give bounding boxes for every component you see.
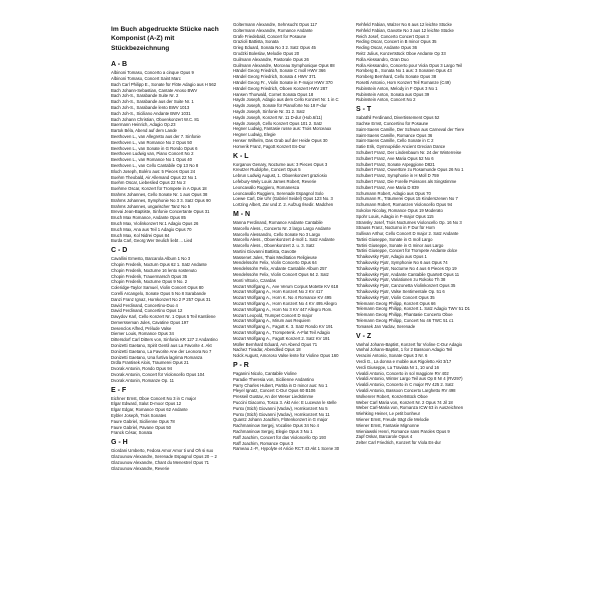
list-item: Coleridge-Taylor Samuel, Violin Concert Opus 80	[111, 285, 204, 291]
list-item: Verdi G., La donna e mobile aus Rigoletto Akt 3/17	[356, 359, 452, 365]
list-item: Goltermann Alexandre, Sehnsucht Opus 117	[233, 22, 318, 27]
list-item: Elgar Edward, Salut D-moor Opus 12	[111, 401, 182, 407]
list-item: Baermann Heinrich, Adagio Op.23	[111, 122, 176, 128]
list-item: Tchaikovsky Pjotr, Variationen zu Rokoko Th 38	[356, 277, 446, 283]
list-item: Bartok Béla, Abend auf dem Lande	[111, 128, 177, 134]
list-item: Dvorak Antonin, Romanze Op. 11	[111, 377, 174, 383]
list-item: Hegner Ludwig, Fantasie russe aus: Trois Morceaux	[233, 126, 332, 132]
list-item: Sokolov Nicolay, Romance Opus 19 Moderato	[356, 207, 443, 213]
list-item: Lebrun Ludwig August, 1. Oboenkonzert graziosio	[233, 173, 328, 179]
section-heading: M - N	[233, 210, 251, 218]
list-item: Nachez Tivadar, Abendlied Opus 18	[233, 347, 301, 353]
list-item: Tchaikovsky Pjotr, Nocturne No 4 aus 6 Pieces Op 19	[356, 265, 457, 271]
list-item: Wolkenrer Robert, Konzertstück Oboe	[356, 393, 428, 399]
list-item: Lefebury-Wely Louis James Robert, Reverie	[233, 178, 317, 184]
list-item: Marcello Aless., Concerto Nr. 2 largo Largo Andante	[233, 225, 331, 231]
list-item: Bruch Max Romance, Andante Opus 85	[111, 215, 186, 221]
list-item: Beethoven L., van Romance No 1 Opus 40	[111, 157, 193, 163]
list-item: Donizetti Gaetano, La Favorite Ane der Leonora No 7	[111, 348, 212, 354]
list-item: Lortzing Albert, Zar und Z. 2. Aufzug Ilsedir. Madchen	[233, 202, 334, 208]
page-title-line: Im Buch abgedruckte Stücke nach	[111, 26, 219, 33]
list-item: Haydn Joseph, Sonate für Pianoforte No 18 F-dur	[233, 103, 327, 109]
list-item: Puccini Giacomo, Tosca 3. Akt Arie: E Lucevan le stelle	[233, 400, 337, 406]
list-item: Vivaldi Antonio, Bassoon Concerto Larghetto RV 498	[356, 388, 456, 394]
list-item: Satie Erik, Gymnopédie Ancient Grecian Dance	[356, 144, 446, 150]
list-item: Mozart Wolfgang A., Trompetenk. A-Flat Teil Adagio	[233, 330, 330, 336]
list-item: Bruch Max, Kol Nidrei Opus 84	[111, 232, 170, 238]
section-heading: E - F	[111, 386, 127, 394]
list-item: Beethoven Ludwig van, Piano Concert No 2	[111, 151, 194, 157]
list-item: Mendelssohn Felix, Violin Concerto Opus 64	[233, 260, 317, 266]
section-heading: V - Z	[356, 332, 372, 340]
section-heading: P - R	[233, 362, 249, 370]
list-item: Händel Georg Friedrich, Oboen Konzert HWV 287	[233, 85, 328, 91]
list-item: Grodzki Boleslav, Melodie Opus 20	[233, 50, 300, 56]
list-item: Schumann Robert, Adagio aus Opus 70	[356, 190, 431, 196]
list-item: Mozart Wolfgang A., Horn Konzert No 4 KV 495 Allegro	[233, 301, 337, 307]
list-item: Brahms Johannes, Symphonie No 3 3. Satz Opus 90	[111, 197, 211, 203]
list-item: Rolla Alessandro, Concerto pour Viola Opus 3 Largo Teil	[356, 62, 463, 68]
list-item: Haydn Joseph, Adagio aus dem Cello Konzert Nr. 1 in C	[233, 97, 339, 103]
list-item: Telemann Georg Philipp, Konzert Opus 66	[356, 300, 436, 306]
list-item: Schubert Franz, Ave Maria Opus 52 No 6	[356, 155, 434, 161]
list-item: Vivaldi Antonio, Winter Largo Teil aus Op 8 Nr 4 (RV297)	[356, 376, 463, 382]
list-item: Albinoni Tomaso, Concert Saint Marc	[111, 76, 181, 82]
list-item: Elgar Edgar, Romance Opus 62 Andante	[111, 407, 188, 413]
list-item: Chopin Frederik, Trauermarsch Opus 35	[111, 273, 188, 279]
list-item: Sachse Ernst, Concertino für Posaune	[356, 120, 429, 126]
list-item: Schubert Franz, Ouvertüre zu Rosamunde Opus 26 No 1	[356, 167, 464, 173]
list-item: Mozart Wolfgang A., Horn Konzert No 2 KV 417	[233, 289, 323, 295]
list-item: Demersseman Jules, Cavatine Opus 197	[111, 319, 189, 325]
list-item: Paganini Nicolo, Cantabile Violine	[233, 371, 297, 377]
list-item: Sullivan Arthur, Cello Concert D major 2. Satz Andante	[356, 231, 459, 237]
list-item: Massenet Jules, Thais Meditation Religieuse	[233, 254, 318, 260]
list-item: Tartini Giuseppe, Sonate in G moll Largo	[356, 236, 433, 242]
list-item: Schubert Franz, Die Forelle Poissons als Singstimme	[356, 178, 457, 184]
list-item: Mozart Wolfgang A., Fagott K. 3. Satz Rondo KV 191	[233, 324, 333, 330]
list-item: Parry Charles Hubert, Partita in D minor aus: No 1	[233, 382, 328, 388]
list-item: Tartini Giuseppe, Concert für Trompete Andante dolce	[356, 248, 458, 254]
list-item: Bach Johann-Sebastian, Cantate Anoso BWV	[111, 87, 198, 93]
list-item: Donizetti Gaetano, Una furtiva lagrima Romanza	[111, 354, 203, 360]
list-item: Verdi Giuseppe, La Traviata Nr 1, 10 und 16	[356, 364, 439, 370]
list-item: Weber Carl Maria von, Konzert Nr. 2 Opus 74 Jil 18	[356, 399, 453, 405]
list-item: Raff Joachim, Concert für das Violoncello Op 193	[233, 434, 326, 440]
list-item: Presseil Gustav, An der Weser Liedstimme	[233, 394, 314, 400]
page-title-line: Komponist (A-Z) mit	[111, 35, 175, 43]
list-item: Marcello Aless., Oboenkonzert 2. u. 3. Satz	[233, 243, 315, 249]
list-item: Boehm Oscar, Liebeslied Opus 22 No 2	[111, 180, 186, 186]
list-item: Schumann Robert, Romanzen Violoncello Opus 94	[356, 202, 453, 208]
list-item: Reding Oscar, Andante Opus 36	[356, 45, 417, 51]
list-item: Müller Bernhard Eduard, Am Abend Opus 71	[233, 341, 318, 347]
list-item: Mendelssohn Felix, Andante Cantabile Album 257	[233, 266, 327, 272]
list-item: Henser Wilhelm, Das Grab auf der Heide Opus 30	[233, 137, 328, 143]
list-item: Spohr Louis, Adagio in F-major Opus 115	[356, 213, 434, 219]
list-item: Mozart Wolfgang A., Mirum aus Requiem	[233, 318, 311, 324]
list-item: Faure Gabriel, Sicilienne Opus 78	[111, 418, 175, 424]
list-item: Händel Georg Fr., Violin Sonate in F-major HWV 370	[233, 79, 333, 85]
list-item: Glazounow Alexandre, Reverie	[111, 465, 170, 471]
list-item: Wiehking Heiner, Le petit bonheur	[356, 411, 421, 417]
list-item: Telemann Georg Philipp, Phantasie Concerto Oboe	[356, 312, 453, 318]
list-item: Eichner Ernst, Oboe Concert No 3 in C major	[111, 395, 197, 401]
list-item: Veracini Antonio, Sonate Opus 3 Nr. 6	[356, 353, 428, 359]
list-item: Händel Georg Friedrich, Sonata 4 HWV 371	[233, 74, 316, 80]
list-item: Tartini Giuseppe, Sonate in G minor aus Largo	[356, 242, 444, 248]
section-heading: A - B	[111, 61, 128, 69]
list-item: Telemann Georg Philipp, Konzert 1. Satz Adagio TWV 51 D1	[356, 306, 471, 312]
list-item: Dvorak Antonin, Rondo Opus 94	[111, 366, 172, 372]
list-item: Bach Carl Philipp E., Sonate für Flöte Adagio aus H 562	[111, 81, 217, 87]
list-item: Haydn Joseph, Konzert Nr. 11 D-dur (Hob.6/11)	[233, 114, 323, 120]
list-item: Stransky Josef, Trois Nocturnes Violoncello Op. 16 No 3	[356, 219, 462, 225]
list-item: David Ferdinand, Concertino-Duo 4	[111, 302, 178, 308]
list-item: Schumann R., Träumerei Opus 15 Kinderszenen No 7	[356, 196, 458, 202]
list-item: Tomasek Jan Vaclav, Serenade	[356, 323, 416, 329]
list-item: Eybler Joseph, Trois Sonates	[111, 413, 167, 419]
list-item: Schubert Franz, Symphonie in H Moll D 759	[356, 173, 439, 179]
list-item: Guilmann Alexandre, Pastorale Opus 26	[233, 56, 309, 62]
list-item: Reich Josef, Concerto Concert Opus 3	[356, 33, 429, 39]
list-item: Bach Joh-S., Sarabande Suite Nr. 2	[111, 93, 179, 99]
list-item: Tchaikovsky Pjotr, Symphonie No 6 aus Opus 74	[356, 260, 448, 266]
section-heading: S - T	[356, 106, 372, 114]
list-item: Zelter Carl Friedrich, Konzert für Viola Es-dur	[356, 440, 441, 446]
list-item: Chopin Frederik, Nocturn Opus 62 1. Satz Andante	[111, 261, 207, 267]
list-item: Rameau J.-P., Hypolyte et Aricie RCT 43 Akt 1 Scene 30	[233, 446, 340, 452]
list-item: Händel Georg Friedrich, Sonate C moll HWV 366	[233, 68, 326, 74]
list-item: David Ferdinand, Concertino Opus 12	[111, 308, 183, 314]
list-item: Glazounow Alexandre, Serenade Espagnol Opus 20 -- 2	[111, 454, 217, 460]
list-item: Raff Joachim, Romance Opus 3	[233, 440, 294, 446]
list-item: Saint-Saens Camille, Cello Sonate in C 2	[356, 138, 434, 144]
list-item: Tchaikovsky Pjotr, Violin Concert Opus 35	[356, 294, 435, 300]
list-item: Tchaikovsky Pjotr, Canzonetta Violinkonzert Opus 35	[356, 283, 456, 289]
column-1	[111, 22, 233, 471]
column-3	[356, 22, 478, 446]
list-item: Haydn Joseph, Cello Konzert Opus 101 2. Satz	[233, 120, 323, 126]
list-item: Wieniawski Henri, Romance sans Paroles Opus 9	[356, 428, 450, 434]
list-item: Davydov Karl, Cello Konzert Nr. 1 Opus 5 Teil Kantilene	[111, 314, 216, 320]
list-item: Faure Gabriel, Pavane Opus 50	[111, 424, 172, 430]
list-item: Grazioli Battista, Sonata	[233, 39, 279, 45]
list-item: Manna Ferdinand, Romance Andante Cantabile	[233, 219, 323, 225]
list-item: Corelli Arcangelo, Sonate Opus 5 No 8 Sarabande	[111, 290, 206, 296]
list-item: Bach Joh-S., Siciliano Andante BWV 1031	[111, 110, 191, 116]
section-heading: C - D	[111, 247, 128, 255]
list-item: Beethoven L., van Sonate in G Rondo Opus 6	[111, 145, 198, 151]
list-item: Grieg Eduard, Sonata No 3 2. Satz Opus 45	[233, 45, 316, 51]
list-item: Beethoven L., van Romance No 2 Opus 50	[111, 139, 193, 145]
list-item: Sabathil Ferdinand, Divertissement Opus 52	[356, 115, 440, 121]
list-item: Vivaldi Antonio, Concerto in sol maggiore RV 402	[356, 370, 449, 376]
list-item: Rubinstein Anton, Sonata aus Opus 39	[356, 91, 430, 97]
list-item: Chopin Frederik, Nocturne Opus 9 No. 2	[111, 279, 188, 285]
list-item: Albinoni Tomaso, Concerto a cinque Opus 9	[111, 70, 194, 76]
list-item: Vanhal Johann-Baptist, Konzert für Violine C-Dur Adagio	[356, 341, 463, 347]
list-item: Homerik Franz, Fagott Konzert Es-Dur	[233, 143, 306, 149]
list-item: Quantz Johann Joachim, Flötenkonzert in G major	[233, 417, 328, 423]
list-item: Grafe Friedebald, Concert for Posaune	[233, 33, 307, 39]
list-item: Beethoven L., van Allegretto aus der 7. Sinfonie	[111, 133, 201, 139]
list-item: Giordani Umberto, Fedora Amor Amor ti und Oh si suo	[111, 448, 214, 454]
list-item: Rolla Alessandro, Gran Duo	[356, 56, 409, 62]
list-item: Rubinstein Anton, Concert No 2	[356, 97, 416, 103]
list-item: Franck César, Sonata	[111, 430, 153, 436]
list-item: Bruch Max, Violinkonzert Nr.1 Adagio Opus 26	[111, 220, 199, 226]
list-item: Mozart Wolfgang A., Horn No 3 KV 447 Allegro Rom.	[233, 306, 333, 312]
list-item: Reding Oscar, Concert in B minor Opus 35	[356, 39, 437, 45]
list-item: Leoncavallo Ruggiero, Romanesca	[233, 184, 300, 190]
list-item: Punto (Stich) Giovanni (Vaclav), Hornkonzert No 5	[233, 405, 328, 411]
list-item: Nolck August, Amoroso Valse lente für Violine Opus 160	[233, 353, 339, 359]
list-item: Mendelssohn Felix, Violin Concert Opus 64 2. Satz	[233, 272, 329, 278]
list-item: Weber Carl-Maria von, Romanza ICW 63 in Auszeichnen	[356, 405, 464, 411]
list-item: Bloch Joseph, Boléro aus: 5 Pieces Opus 24	[111, 168, 196, 174]
list-item: Wiener Ernst, Fantasie Mignonne	[356, 422, 420, 428]
list-item: Marcello Aless., Oboenkonzert d-moll 1. Satz Andante	[233, 237, 335, 243]
list-item: Bach Johann Christian, Oboenkonzert W.C. 81	[111, 116, 200, 122]
list-item: Schubert Franz, Sonate Arpeggione D821	[356, 161, 435, 167]
section-heading: G - H	[111, 439, 128, 447]
list-item: Diemer Louis, Romance Opus 34	[111, 331, 174, 337]
list-item: Rehfeld Fabian, Gavotte No 3 aus 12 leichte Stücke	[356, 27, 454, 33]
list-item: Tchaikovsky Pjotr, Adagio aus Opus 1	[356, 254, 427, 260]
list-item: Glazounow Alexandre, Chant du Menestrel Opus 71	[111, 459, 210, 465]
list-item: Monti Vittorio, Czardas	[233, 277, 276, 283]
list-item: Beethoven L., van Cello Cantabile Op 13 No 8	[111, 162, 199, 168]
list-item: Boehme Oscar, Konzert für Trompete in A Opus 18	[111, 186, 207, 192]
list-item: Zapf Oskar, Barcarole Opus 4	[356, 434, 413, 440]
list-item: Guilmann Alexandre, Morceau Symphonique Opus 88	[233, 62, 335, 68]
list-item: Wiener Ernst, Freude trägt die Melodie	[356, 417, 429, 422]
list-item: Brahms Johannes, ungarischer Tanz No 5	[111, 203, 191, 209]
list-item: Romberg B., Sonata No 1 aus: 3 Sonaten Opus 43	[356, 68, 452, 74]
list-item: Hansen Thorwald, Cornet Sonata Opus 18	[233, 91, 314, 97]
list-item: Schubert Franz, Der Lindenbaum Nr. 24 der Winterreise	[356, 149, 462, 155]
list-item: Bruch Max, Ana aus Teil 1 Adagio Opus 70	[111, 226, 192, 232]
list-item: Leoncavallo Ruggiero, Serenade Espagnol Solo	[233, 190, 324, 196]
list-item: Paradie Theresia von, Sicilienne Andantino	[233, 376, 314, 382]
list-item: Haydn Joseph, Sinfonie Nr. 31 2. Satz	[233, 108, 305, 114]
list-item: Rachmaninow Sergej, Vocalise Opus 34 No 4	[233, 423, 319, 429]
list-item: Donizetti Gaetano, Spirit Gentil aus La Favorite 4. Akt	[111, 343, 212, 349]
list-item: Mozart Wolfgang A., Horn K. No 4 Romance KV 495	[233, 295, 332, 301]
list-item: Burda Carl, Georg Wer treulich liebt ... Lied	[111, 238, 193, 244]
list-item: Strauss Franz, Nocturno in F Dur für Horn	[356, 225, 435, 231]
list-item: Brevai Jean-Baptiste, Sinfonie Concertante Opus 31	[111, 209, 210, 215]
list-item: Drdla Frantisek Alois, Traumerei Opus 21	[111, 360, 189, 366]
list-item: Danzi Franz Ignaz, Hornkonzert No 2 P 257 Opus 31	[111, 296, 211, 302]
list-item: Rachmaninow Sergej, Elegie Opus 3 No 1	[233, 429, 313, 434]
list-item: Bach Joh-S., Sarabande aus der Suite Nr. 1	[111, 99, 194, 105]
page-title-line: Stückbezeichnung	[111, 44, 170, 52]
list-item: Brahms Johannes, Cello Sonate Nr. 1 aus Opus 38	[111, 191, 208, 197]
page-title	[111, 25, 233, 53]
list-item: Chopin Frederik, Nocturne 16 lento sostenuto	[111, 267, 197, 273]
list-item: Punto (Stich) Giovanni (Vaclav), Hornkonzert No 11	[233, 411, 330, 417]
list-item: Pleyel Ignatz, Concert C-Dur Opus 60 B106	[233, 388, 316, 394]
list-item: Korganov Genary, Nocturne aus: 3 Pieces Opus 3	[233, 161, 328, 167]
list-item: Saint-Saens Camille, Der Schwan aus Carneval der Tiere	[356, 126, 465, 132]
list-item: Telemann Georg Philipp, Concert No 46 TWC 51 c1	[356, 318, 454, 324]
list-item: Loewe Carl, Die Uhr (Gabriel Seidel) Opus 123 No. 3	[233, 196, 333, 202]
list-item: Hegner Ludwig, Elegie	[233, 132, 276, 138]
list-item: Cavallini Ernesto, Barcarola Album 1 No 3	[111, 256, 191, 262]
list-item: Vivaldi Antonio, Concerto in C major RV 425 2. Satz	[356, 382, 454, 388]
column-2	[233, 22, 355, 452]
list-item: Rehfeld Fabian, Walzer No 6 aus 12 leichte Stücke	[356, 22, 452, 27]
list-item: Mozart Wolfgang A., Fagott Konzert 2. Satz KV 191	[233, 335, 330, 341]
list-item: Schubert Franz, Ave Maria D 839	[356, 184, 419, 190]
list-item: Tchaikovsky Pjotr, Andante Cantabile Quartett Opus 11	[356, 271, 460, 277]
list-item: Saint-Saens Camille, Romance Opus 36	[356, 132, 433, 138]
list-item: Desenclos Alfred, Prélude Valse	[111, 325, 172, 331]
list-item: Dittersdorf Carl Ditters von, Sinfonia KR 127 2 Andantino	[111, 337, 218, 343]
list-item: Tchaikovsky Pjotr, Valse Sentimentale Op. 51 6	[356, 289, 445, 295]
list-item: Goltermann Alexandre, Romance Andante	[233, 27, 313, 33]
list-item: Mozart Wolfgang A., Ave Verum Corpus Motette KV 618	[233, 283, 339, 289]
list-item: Rubinstein Anton, Melody in F Opus 3 No 1	[356, 85, 438, 91]
list-item: Martini Giovanni Battista, Gavotte	[233, 248, 297, 254]
section-heading: K - L	[233, 152, 249, 160]
list-item: Rosetti Antonio, Horn Konzert Teil Romanze (C49)	[356, 79, 451, 85]
list-item: Romberg Bernhard, Cello Sonate Opus 38	[356, 74, 437, 80]
list-item: Reitz Julius, Konzertstück Oboe Andante Op 33	[356, 50, 446, 56]
list-item: Vanhal Johann-Baptist, 1 for 2 Bassoon Adagio Teil	[356, 347, 453, 353]
list-item: Dvorak Antonin, Concert für Violoncello Opus 104	[111, 372, 205, 378]
list-item: Mozart Leopold, Trumpet Concert D major	[233, 312, 313, 318]
list-item: Bach Joh-S., Sarabande lento BWV 1013	[111, 105, 190, 110]
list-item: Kreutzer Rudolphe, Concert Opus 5	[233, 167, 301, 173]
list-item: Marcello Alessandro, Cello Sonate No 3 Largo	[233, 231, 321, 237]
list-item: Boehm Theobald, Air Allemand Opus 22 No 1	[111, 174, 197, 180]
